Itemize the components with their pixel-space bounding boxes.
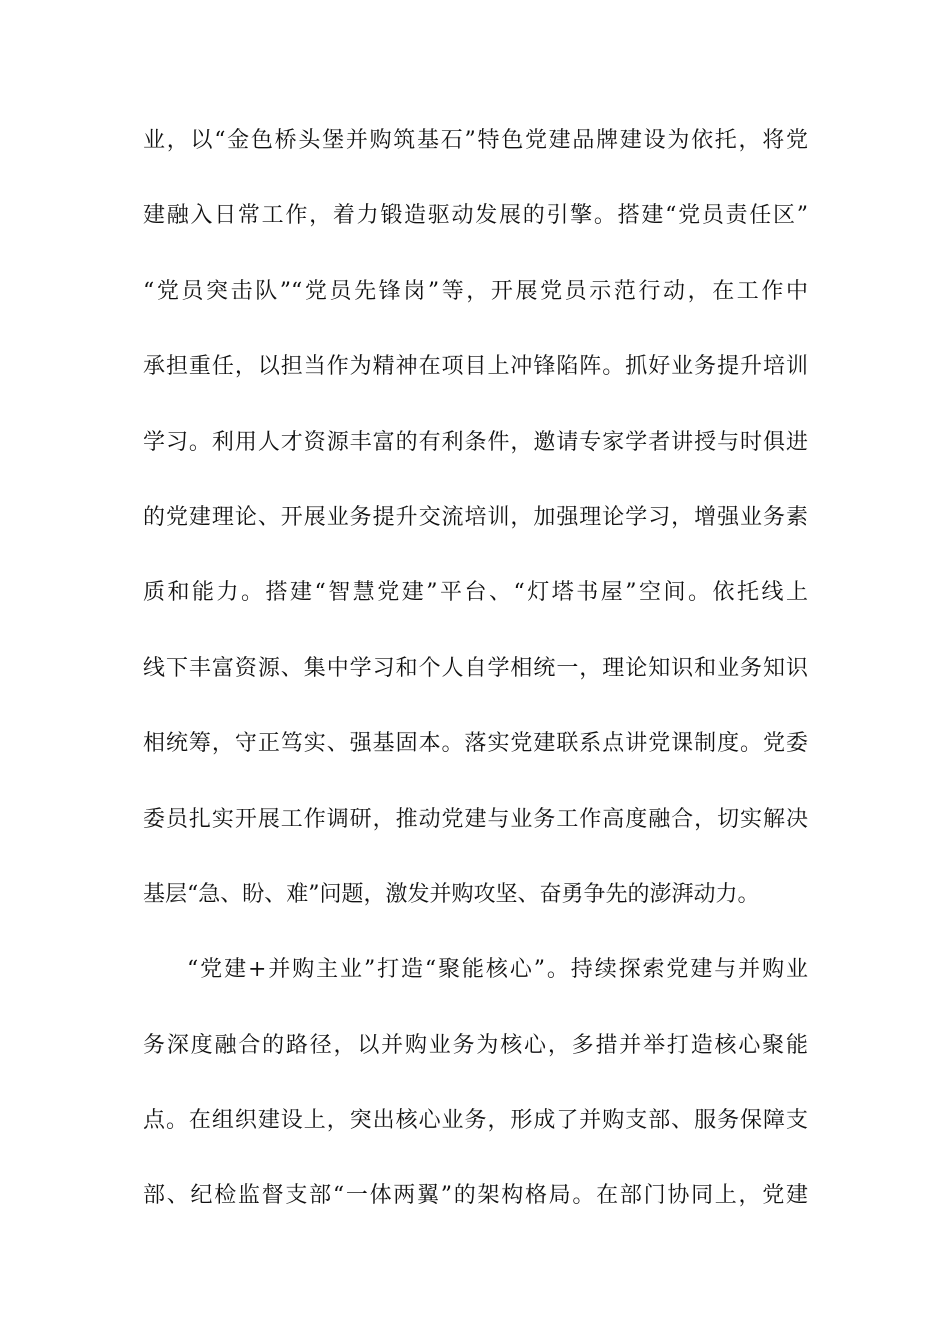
text-line: 委员扎实开展工作调研，推动党建与业务工作高度融合，切实解决 [143, 806, 808, 832]
text-line: 承担重任，以担当作为精神在项目上冲锋陷阵。抓好业务提升培训 [143, 354, 808, 380]
text-line: 点。在组织建设上，突出核心业务，形成了并购支部、服务保障支 [143, 1108, 808, 1134]
text-line: 的党建理论、开展业务提升交流培训，加强理论学习，增强业务素 [143, 504, 808, 530]
text-line-paragraph-start: “党建+并购主业”打造“聚能核心”。持续探索党建与并购业 [187, 957, 808, 983]
text-line: 部、纪检监督支部“一体两翼”的架构格局。在部门协同上，党建 [143, 1183, 808, 1209]
text-line: 质和能力。搭建“智慧党建”平台、“灯塔书屋”空间。依托线上 [143, 580, 808, 606]
text-line: “党员突击队”“党员先锋岗”等，开展党员示范行动，在工作中 [143, 278, 808, 304]
text-line: 线下丰富资源、集中学习和个人自学相统一，理论知识和业务知识 [143, 655, 808, 681]
text-line-paragraph-end: 基层“急、盼、难”问题，激发并购攻坚、奋勇争先的澎湃动力。 [143, 881, 760, 907]
body-text [143, 115, 808, 1246]
text-line: 建融入日常工作，着力锻造驱动发展的引擎。搭建“党员责任区” [143, 203, 808, 229]
text-line: 相统筹，守正笃实、强基固本。落实党建联系点讲党课制度。党委 [143, 731, 808, 757]
text-line: 学习。利用人才资源丰富的有利条件，邀请专家学者讲授与时俱进 [143, 429, 808, 455]
text-line: 务深度融合的路径，以并购业务为核心，多措并举打造核心聚能 [143, 1032, 808, 1058]
text-line: 业，以“金色桥头堡并购筑基石”特色党建品牌建设为依托，将党 [143, 128, 808, 153]
